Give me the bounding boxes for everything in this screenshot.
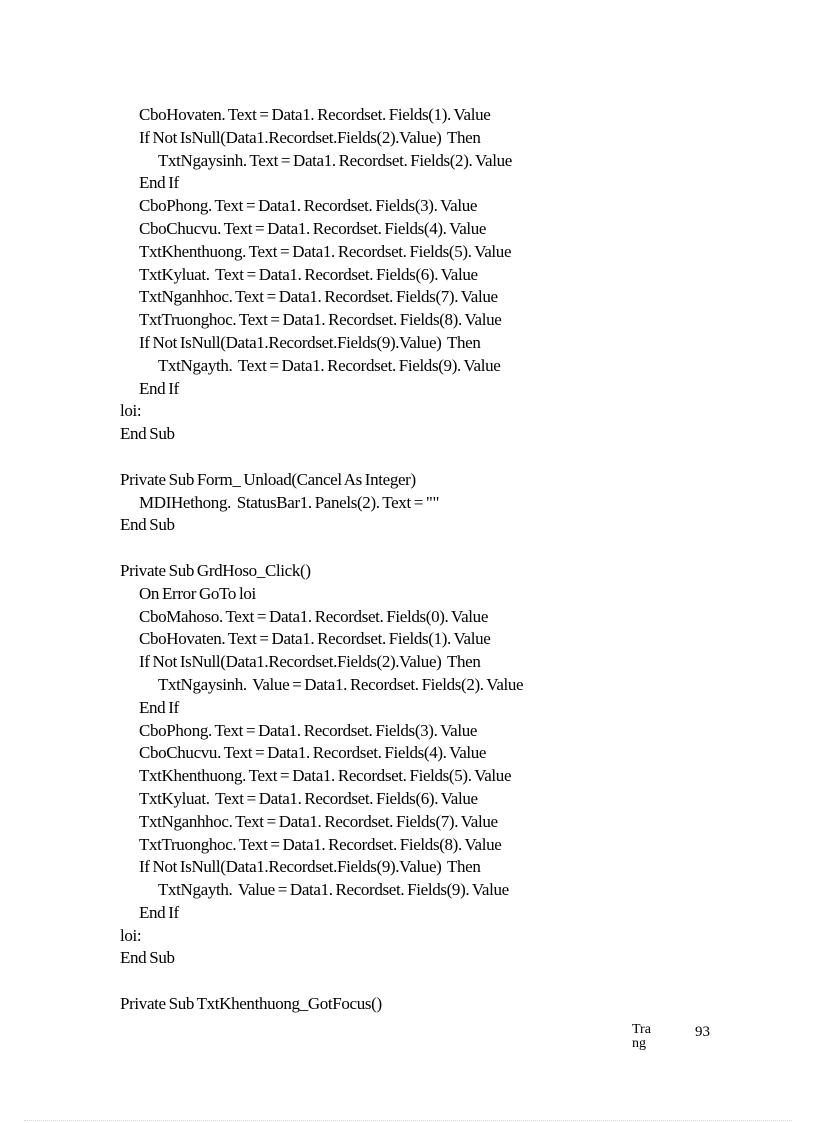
code-line: End If — [139, 902, 179, 922]
code-line: End Sub — [120, 948, 175, 968]
code-line: Private Sub GrdHoso_Click() — [120, 560, 311, 580]
code-line: CboHovaten. Text = Data1. Recordset. Fields(1). Value — [139, 629, 491, 649]
code-line: TxtKhenthuong. Text = Data1. Recordset. Fields(5). Value — [139, 241, 512, 261]
code-line: TxtNganhhoc. Text = Data1. Recordset. Fields(7). Value — [139, 287, 498, 307]
code-line: TxtNganhhoc. Text = Data1. Recordset. Fields(7). Value — [139, 811, 498, 831]
footer-page-label: Trang — [632, 1022, 651, 1051]
code-line: If Not IsNull(Data1.Recordset.Fields(2).Value) Then — [139, 127, 481, 147]
code-line: End Sub — [120, 515, 175, 535]
code-line: TxtKyluat. Text = Data1. Recordset. Fields(6). Value — [139, 264, 478, 284]
code-line: MDIHethong. StatusBar1. Panels(2). Text = "" — [139, 492, 440, 512]
code-line: End If — [139, 173, 179, 193]
code-line: TxtNgaysinh. Value = Data1. Recordset. Fields(2). Value — [158, 674, 524, 694]
code-line: Private Sub TxtKhenthuong_GotFocus() — [120, 994, 382, 1014]
code-line: If Not IsNull(Data1.Recordset.Fields(9).Value) Then — [139, 857, 481, 877]
code-line: TxtNgayth. Text = Data1. Recordset. Fields(9). Value — [158, 355, 501, 375]
code-line: If Not IsNull(Data1.Recordset.Fields(2).Value) Then — [139, 652, 481, 672]
code-line: TxtKhenthuong. Text = Data1. Recordset. Fields(5). Value — [139, 766, 512, 786]
blank-line — [120, 970, 740, 993]
code-line: CboChucvu. Text = Data1. Recordset. Fields(4). Value — [139, 743, 487, 763]
code-line: End If — [139, 697, 179, 717]
page-footer — [632, 1023, 710, 1051]
code-line: CboMahoso. Text = Data1. Recordset. Fields(0). Value — [139, 606, 489, 626]
code-line: TxtNgayth. Value = Data1. Recordset. Fields(9). Value — [158, 880, 509, 900]
code-line: Private Sub Form_ Unload(Cancel As Integer) — [120, 469, 416, 489]
code-line: loi: — [120, 925, 142, 945]
code-line: On Error GoTo loi — [139, 583, 256, 603]
blank-line — [120, 537, 740, 560]
code-line: TxtNgaysinh. Text = Data1. Recordset. Fields(2). Value — [158, 150, 512, 170]
code-line: loi: — [120, 401, 142, 421]
code-line: CboChucvu. Text = Data1. Recordset. Fields(4). Value — [139, 218, 487, 238]
code-listing — [120, 104, 740, 1016]
code-line: CboHovaten. Text = Data1. Recordset. Fields(1). Value — [139, 105, 491, 124]
code-line: TxtTruonghoc. Text = Data1. Recordset. Fields(8). Value — [139, 834, 502, 854]
blank-line — [120, 446, 740, 469]
page-bottom-divider — [24, 1120, 792, 1121]
code-line: CboPhong. Text = Data1. Recordset. Fields(3). Value — [139, 720, 478, 740]
code-line: If Not IsNull(Data1.Recordset.Fields(9).Value) Then — [139, 332, 481, 352]
code-line: TxtKyluat. Text = Data1. Recordset. Fields(6). Value — [139, 788, 478, 808]
code-line: End If — [139, 378, 179, 398]
code-line: CboPhong. Text = Data1. Recordset. Fields(3). Value — [139, 196, 478, 216]
code-line: TxtTruonghoc. Text = Data1. Recordset. Fields(8). Value — [139, 310, 502, 330]
footer-page-number: 93 — [695, 1024, 710, 1040]
code-line: End Sub — [120, 424, 175, 444]
